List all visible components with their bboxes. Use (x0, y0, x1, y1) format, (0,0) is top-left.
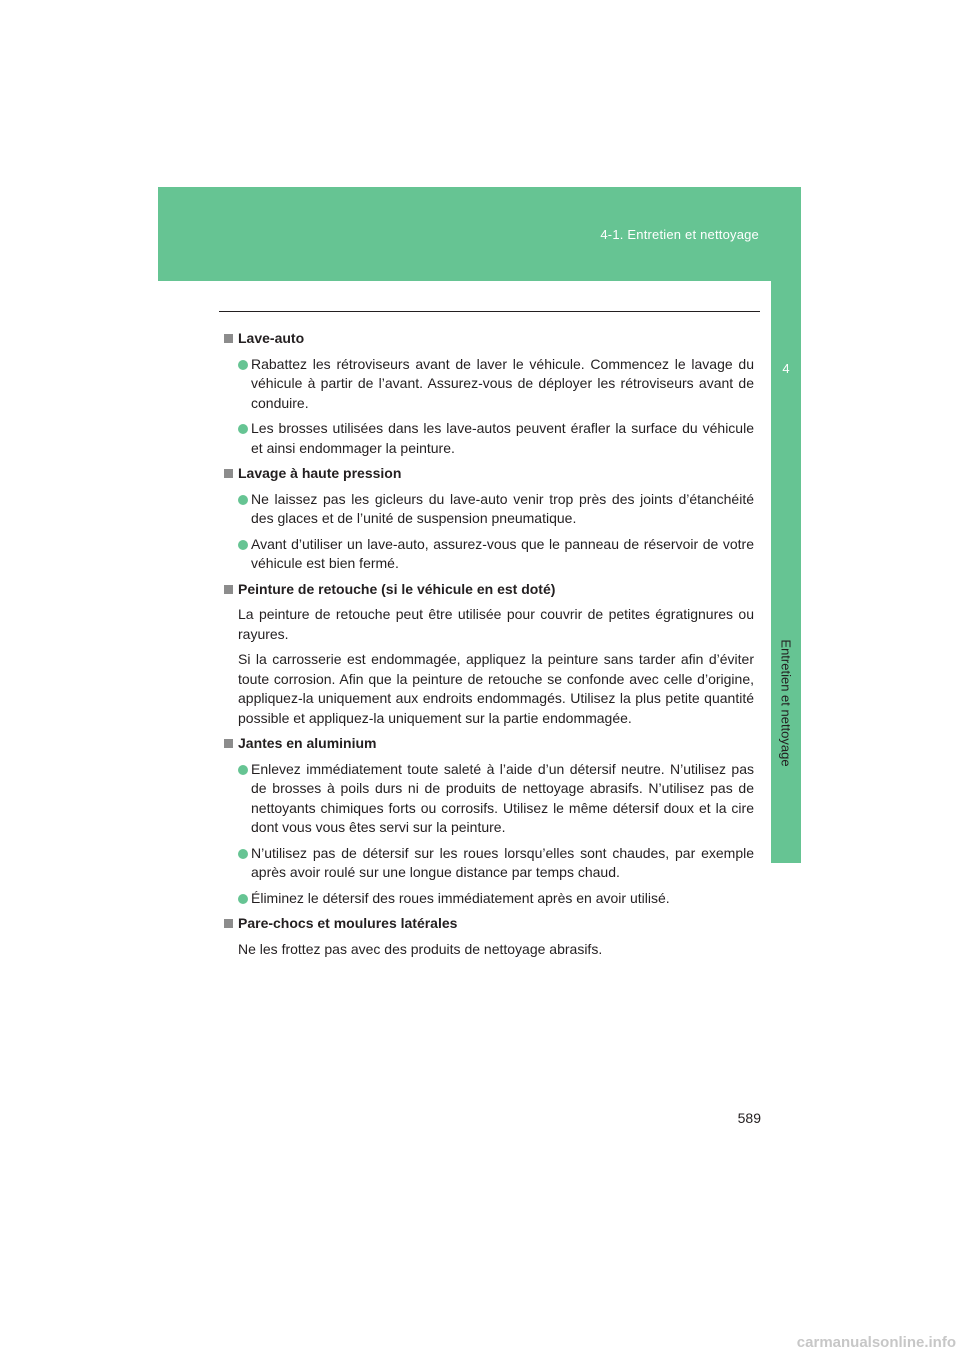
section-pare-chocs (224, 914, 754, 959)
circle-bullet-icon (238, 360, 248, 370)
list-item: Ne laissez pas les gicleurs du lave-auto venir trop près des joints d’étanchéité des glaces et de l’unité de suspension pneumatique. (224, 490, 754, 529)
list-item: Les brosses utilisées dans les lave-autos peuvent érafler la surface du véhicule et ainsi endommager la peinture. (224, 419, 754, 458)
circle-bullet-icon (238, 849, 248, 859)
section-title: Peinture de retouche (si le véhicule en est doté) (238, 580, 556, 597)
page-content (224, 329, 754, 965)
header-band (158, 187, 801, 281)
section-header-title: 4-1. Entretien et nettoyage (600, 227, 759, 242)
square-bullet-icon (224, 919, 233, 928)
chapter-side-tab (771, 281, 801, 863)
square-bullet-icon (224, 585, 233, 594)
circle-bullet-icon (238, 540, 248, 550)
section-title: Lavage à haute pression (238, 465, 402, 481)
circle-bullet-icon (238, 424, 248, 434)
list-item: Éliminez le détersif des roues immédiatement après en avoir utilisé. (224, 889, 754, 909)
section-lavage-haute-pression (224, 464, 754, 574)
horizontal-rule (219, 311, 760, 312)
list-item: N’utilisez pas de détersif sur les roues lorsqu’elles sont chaudes, par exemple après avoir roulé sur une longue distance par temps chaud. (224, 844, 754, 883)
section-jantes-aluminium (224, 734, 754, 908)
list-item: Rabattez les rétroviseurs avant de laver le véhicule. Commencez le lavage du véhicule à partir de l’avant. Assurez-vous de déployer les rétroviseurs avant de conduire. (224, 355, 754, 414)
circle-bullet-icon (238, 495, 248, 505)
section-peinture-retouche (224, 580, 754, 729)
watermark-link[interactable]: carmanualsonline.info (796, 1334, 956, 1351)
list-item: Enlevez immédiatement toute saleté à l’aide d’un détersif neutre. N’utilisez pas de brosses à poils durs ni de produits de nettoyage abrasifs. N’utilisez pas de nettoyants chimiques forts ou corrosifs. Utilisez le même détersif doux et la cire dont vous vous êtes servi sur la peinture. (224, 760, 754, 838)
square-bullet-icon (224, 469, 233, 478)
circle-bullet-icon (238, 894, 248, 904)
circle-bullet-icon (238, 765, 248, 775)
page-number: 589 (737, 1110, 761, 1126)
paragraph: Si la carrosserie est endommagée, appliquez la peinture sans tarder afin d’éviter toute corrosion. Afin que la peinture de retouche se confonde avec celle d’origine, appliquez-la uniquement aux endroits endommagés. Utilisez la plus petite quantité possible et appliquez-la uniquement sur la partie endommagée. (238, 651, 754, 726)
section-title: Pare-chocs et moulures latérales (238, 915, 458, 931)
chapter-label: Entretien et nettoyage (778, 639, 794, 767)
square-bullet-icon (224, 739, 233, 748)
list-item: Avant d’utiliser un lave-auto, assurez-vous que le panneau de réservoir de votre véhicule est bien fermé. (224, 535, 754, 574)
section-lave-auto (224, 329, 754, 458)
paragraph: La peinture de retouche peut être utilisée pour couvrir de petites égratignures ou rayures. (238, 606, 754, 642)
chapter-number: 4 (782, 361, 790, 376)
paragraph: Ne les frottez pas avec des produits de nettoyage abrasifs. (238, 940, 603, 957)
section-title: Jantes en aluminium (238, 735, 377, 751)
square-bullet-icon (224, 334, 233, 343)
section-title: Lave-auto (238, 330, 305, 346)
